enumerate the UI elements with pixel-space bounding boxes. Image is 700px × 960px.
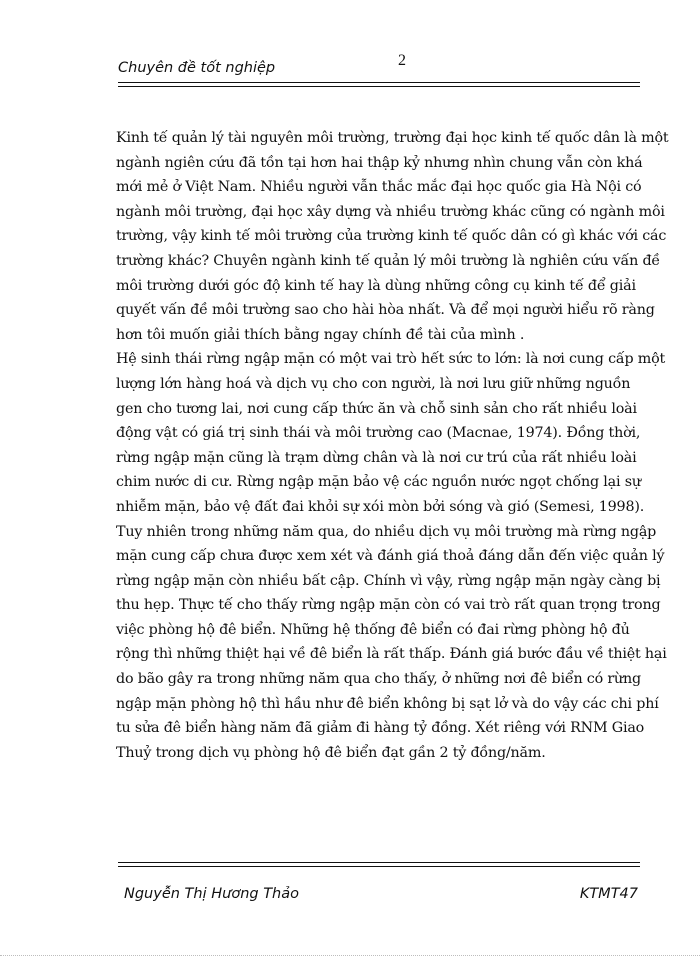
text-line: trường khác? Chuyên ngành kinh tế quản lý môi trường là nghiên cứu vấn đề — [116, 252, 660, 269]
text-line: hơn tôi muốn giải thích bằng ngay chính đề tài của mình . — [116, 326, 525, 343]
text-line: ngập mặn phòng hộ thì hầu như đê biển không bị sạt lở và do vậy các chi phí — [116, 695, 659, 712]
text-line: quyết vấn đề môi trường sao cho hài hòa nhất. Và để mọi người hiểu rõ ràng — [116, 302, 655, 319]
footer-rule-thin — [118, 866, 640, 867]
footer-class-code: KTMT47 — [579, 886, 638, 902]
text-line: thu hẹp. Thực tế cho thấy rừng ngập mặn còn có vai trò rất quan trọng trong — [116, 597, 661, 614]
text-line: mặn cung cấp chưa được xem xét và đánh giá thoả đáng dẫn đến việc quản lý — [116, 548, 665, 565]
header-rule-thin — [118, 86, 640, 87]
text-line: việc phòng hộ đê biển. Những hệ thống đê biển có đai rừng phòng hộ đủ — [116, 621, 630, 638]
text-line: ngành ngiên cứu đã tồn tại hơn hai thập kỷ nhưng nhìn chung vẫn còn khá — [116, 154, 643, 171]
footer-author: Nguyễn Thị Hương Thảo — [124, 886, 299, 902]
body-text — [116, 126, 669, 765]
text-line: trường, vậy kinh tế môi trường của trường kinh tế quốc dân có gì khác với các — [116, 228, 667, 245]
text-line: tu sửa đê biển hàng năm đã giảm đi hàng tỷ đồng. Xét riêng với RNM Giao — [116, 720, 645, 737]
text-line: môi trường dưới góc độ kinh tế hay là dùng những công cụ kinh tế để giải — [116, 277, 636, 294]
text-line: gen cho tương lai, nơi cung cấp thức ăn và chỗ sinh sản cho rất nhiều loài — [116, 400, 637, 417]
text-line: lượng lớn hàng hoá và dịch vụ cho con người, là nơi lưu giữ những nguồn — [116, 375, 631, 392]
header-title: Chuyên đề tốt nghiệp — [118, 60, 276, 76]
text-line: Tuy nhiên trong những năm qua, do nhiều dịch vụ môi trường mà rừng ngập — [116, 523, 657, 540]
text-line: ngành môi trường, đại học xây dựng và nhiều trường khác cũng có ngành môi — [116, 203, 665, 220]
text-line: mới mẻ ở Việt Nam. Nhiều người vẫn thắc mắc đại học quốc gia Hà Nội có — [116, 179, 642, 196]
page-break-divider — [0, 955, 700, 956]
text-line: nhiễm mặn, bảo vệ đất đai khỏi sự xói mòn bởi sóng và gió (Semesi, 1998). — [116, 498, 645, 515]
footer-rule-thick — [118, 862, 640, 863]
text-line: rừng ngập mặn còn nhiều bất cập. Chính vì vậy, rừng ngập mặn ngày càng bị — [116, 572, 661, 589]
text-line: rộng thì những thiệt hại về đê biển là rất thấp. Đánh giá bước đầu về thiệt hại — [116, 646, 667, 663]
text-line: Hệ sinh thái rừng ngập mặn có một vai trò hết sức to lớn: là nơi cung cấp một — [116, 351, 666, 368]
header-rule-thick — [118, 82, 640, 83]
text-line: rừng ngập mặn cũng là trạm dừng chân và là nơi cư trú của rất nhiều loài — [116, 449, 637, 466]
text-line: Thuỷ trong dịch vụ phòng hộ đê biển đạt gần 2 tỷ đồng/năm. — [116, 744, 546, 761]
page-number: 2 — [398, 52, 406, 69]
text-line: do bão gây ra trong những năm qua cho thấy, ở những nơi đê biển có rừng — [116, 671, 641, 688]
text-line: Kinh tế quản lý tài nguyên môi trường, trường đại học kinh tế quốc dân là một — [116, 130, 669, 146]
text-line: chim nước di cư. Rừng ngập mặn bảo vệ các nguồn nước ngọt chống lại sự — [116, 474, 641, 491]
text-line: động vật có giá trị sinh thái và môi trường cao (Macnae, 1974). Đồng thời, — [116, 425, 641, 442]
